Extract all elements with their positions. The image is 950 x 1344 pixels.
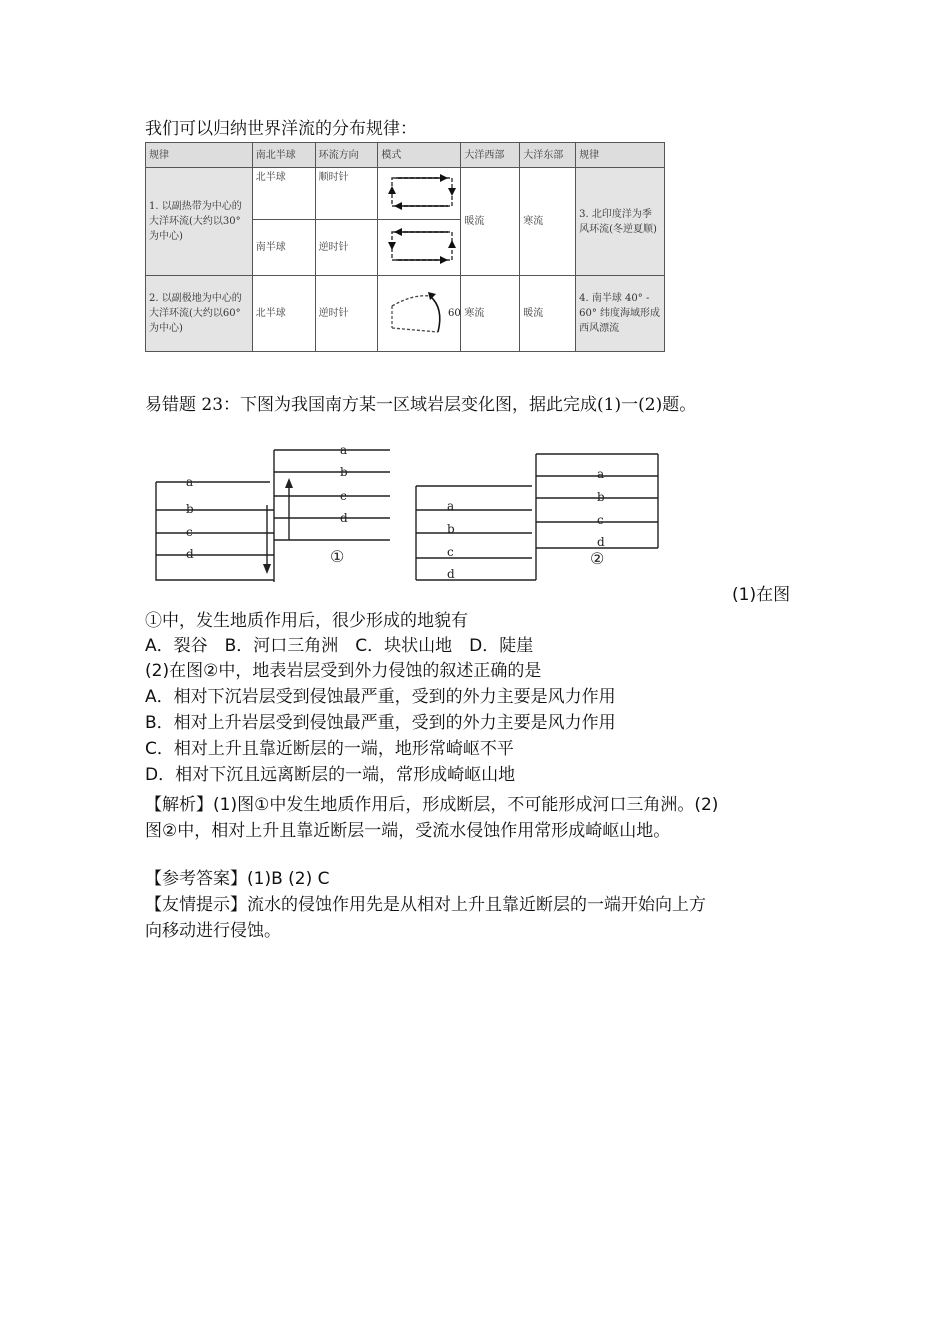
analysis-line-1: 【解析】(1)图①中发生地质作用后，形成断层，不可能形成河口三角洲。(2)	[145, 795, 719, 815]
layer-label: c	[186, 525, 193, 539]
hemisphere-cell: 南半球	[252, 220, 315, 276]
layer-label: c	[447, 545, 454, 559]
counterclockwise-gyre-icon	[378, 220, 460, 270]
layer-label: d	[447, 567, 455, 581]
figure-2-label: ②	[590, 549, 605, 568]
layer-label: a	[340, 443, 348, 457]
counterclockwise-pattern-cell	[378, 220, 461, 276]
q2-option-c: C．相对上升且靠近断层的一端，地形常崎岖不平	[145, 739, 514, 759]
layer-label: a	[186, 475, 194, 489]
table-header-row	[146, 143, 665, 168]
figure-1	[156, 450, 390, 582]
ocean-current-table	[145, 142, 665, 352]
layer-label: c	[340, 489, 347, 503]
tip-line-2: 向移动进行侵蚀。	[145, 921, 281, 941]
header-rule-2: 规律	[576, 143, 665, 168]
layer-label: b	[186, 502, 194, 516]
figure-2	[416, 454, 658, 580]
q2-option-a: A．相对下沉岩层受到侵蚀最严重，受到的外力主要是风力作用	[145, 687, 616, 707]
header-pattern: 模式	[378, 143, 461, 168]
question-title: 易错题 23：下图为我国南方某一区域岩层变化图，据此完成(1)一(2)题。	[145, 395, 697, 415]
answer-line: 【参考答案】(1)B (2) C	[145, 869, 330, 889]
table-row	[146, 276, 665, 352]
direction-cell: 顺时针	[315, 168, 378, 220]
q1-options: A．裂谷 B．河口三角洲 C．块状山地 D．陡崖	[145, 636, 534, 656]
up-arrow-icon	[285, 478, 293, 488]
east-cell: 暖流	[520, 276, 576, 352]
intro-text: 我们可以归纳世界洋流的分布规律：	[145, 119, 417, 139]
layer-label: d	[597, 535, 605, 549]
down-arrow-icon	[263, 564, 271, 574]
layer-label: b	[340, 465, 348, 479]
layer-label: a	[597, 467, 605, 481]
figure-2-labels	[447, 467, 605, 581]
west-cell: 暖流	[461, 168, 520, 276]
note-cell: 4. 南半球 40° - 60° 纬度海域形成西风漂流	[576, 276, 665, 352]
q2-stem: (2)在图②中，地表岩层受到外力侵蚀的叙述正确的是	[145, 661, 542, 681]
analysis-line-2: 图②中，相对上升且靠近断层一端，受流水侵蚀作用常形成崎岖山地。	[145, 821, 671, 841]
q2-option-d: D．相对下沉且远离断层的一端，常形成崎岖山地	[145, 765, 516, 785]
layer-label: b	[447, 522, 455, 536]
header-east: 大洋东部	[520, 143, 576, 168]
header-direction: 环流方向	[315, 143, 378, 168]
header-hemisphere: 南北半球	[252, 143, 315, 168]
subpolar-gyre-icon	[378, 276, 460, 346]
layer-label: b	[597, 490, 605, 504]
latitude-label: 60	[448, 308, 461, 319]
q1-head: (1)在图	[732, 585, 791, 605]
rule-cell: 1. 以副热带为中心的大洋环流(大约以30° 为中心)	[146, 168, 253, 276]
direction-cell: 逆时针	[315, 276, 378, 352]
hemisphere-cell: 北半球	[252, 276, 315, 352]
q1-stem: ①中，发生地质作用后，很少形成的地貌有	[145, 611, 468, 631]
layer-label: d	[340, 511, 348, 525]
figure-1-label: ①	[330, 547, 345, 566]
layer-label: a	[447, 499, 455, 513]
rock-layer-diagram	[150, 440, 670, 590]
subpolar-pattern-cell	[378, 276, 461, 352]
rule-cell: 2. 以副极地为中心的大洋环流(大约以60° 为中心)	[146, 276, 253, 352]
table-row	[146, 168, 665, 220]
clockwise-gyre-icon	[378, 168, 460, 214]
tip-line-1: 【友情提示】流水的侵蚀作用先是从相对上升且靠近断层的一端开始向上方	[145, 895, 706, 915]
note-cell: 3. 北印度洋为季风环流(冬逆夏顺)	[576, 168, 665, 276]
east-cell: 寒流	[520, 168, 576, 276]
header-west: 大洋西部	[461, 143, 520, 168]
header-rule: 规律	[146, 143, 253, 168]
direction-cell: 逆时针	[315, 220, 378, 276]
layer-label: c	[597, 513, 604, 527]
clockwise-pattern-cell	[378, 168, 461, 220]
layer-label: d	[186, 547, 194, 561]
hemisphere-cell: 北半球	[252, 168, 315, 220]
west-cell: 寒流	[461, 276, 520, 352]
q2-option-b: B．相对上升岩层受到侵蚀最严重，受到的外力主要是风力作用	[145, 713, 616, 733]
